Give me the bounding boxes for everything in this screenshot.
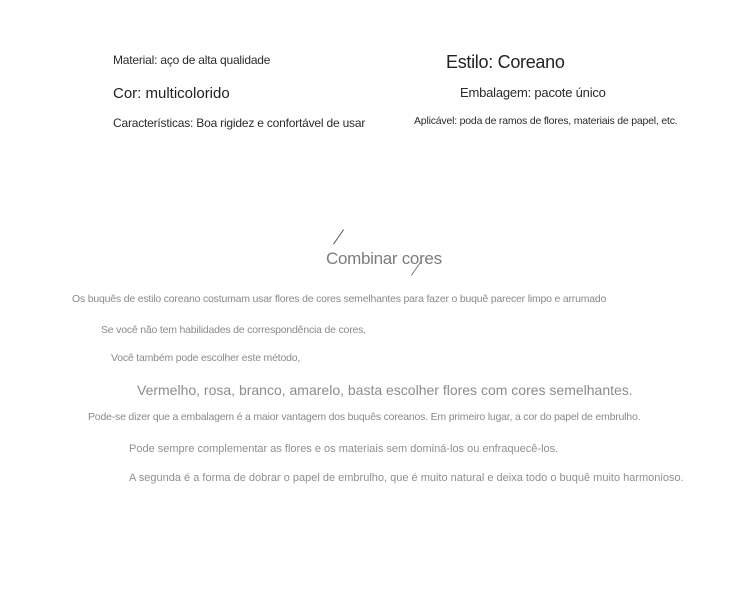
paragraph-line: Pode sempre complementar as flores e os materiais sem dominá-los ou enfraquecê-los.: [129, 443, 559, 455]
spec-caracteristicas: Características: Boa rigidez e confortável de usar: [113, 116, 366, 130]
spec-estilo: Estilo: Coreano: [446, 52, 565, 72]
paragraph-line: Pode-se dizer que a embalagem é a maior vantagem dos buquês coreanos. Em primeiro lugar, a cor do papel de embrulho.: [88, 411, 641, 423]
spec-cor: Cor: multicolorido: [113, 85, 230, 102]
paragraph-line: A segunda é a forma de dobrar o papel de embrulho, que é muito natural e deixa todo o buquê muito harmonioso.: [129, 472, 684, 484]
decorative-slash-icon: [333, 229, 344, 244]
paragraph-line: Os buquês de estilo coreano costumam usar flores de cores semelhantes para fazer o buquê parecer limpo e arrumado: [72, 293, 607, 305]
paragraph-line: Vermelho, rosa, branco, amarelo, basta escolher flores com cores semelhantes.: [137, 382, 633, 398]
section-title: Combinar cores: [326, 249, 442, 268]
paragraph-line: Se você não tem habilidades de correspondência de cores,: [101, 324, 366, 336]
spec-embalagem: Embalagem: pacote único: [460, 85, 606, 100]
spec-material: Material: aço de alta qualidade: [113, 53, 271, 67]
spec-aplicavel: Aplicável: poda de ramos de flores, materiais de papel, etc.: [414, 115, 678, 127]
paragraph-line: Você também pode escolher este método,: [111, 352, 301, 364]
